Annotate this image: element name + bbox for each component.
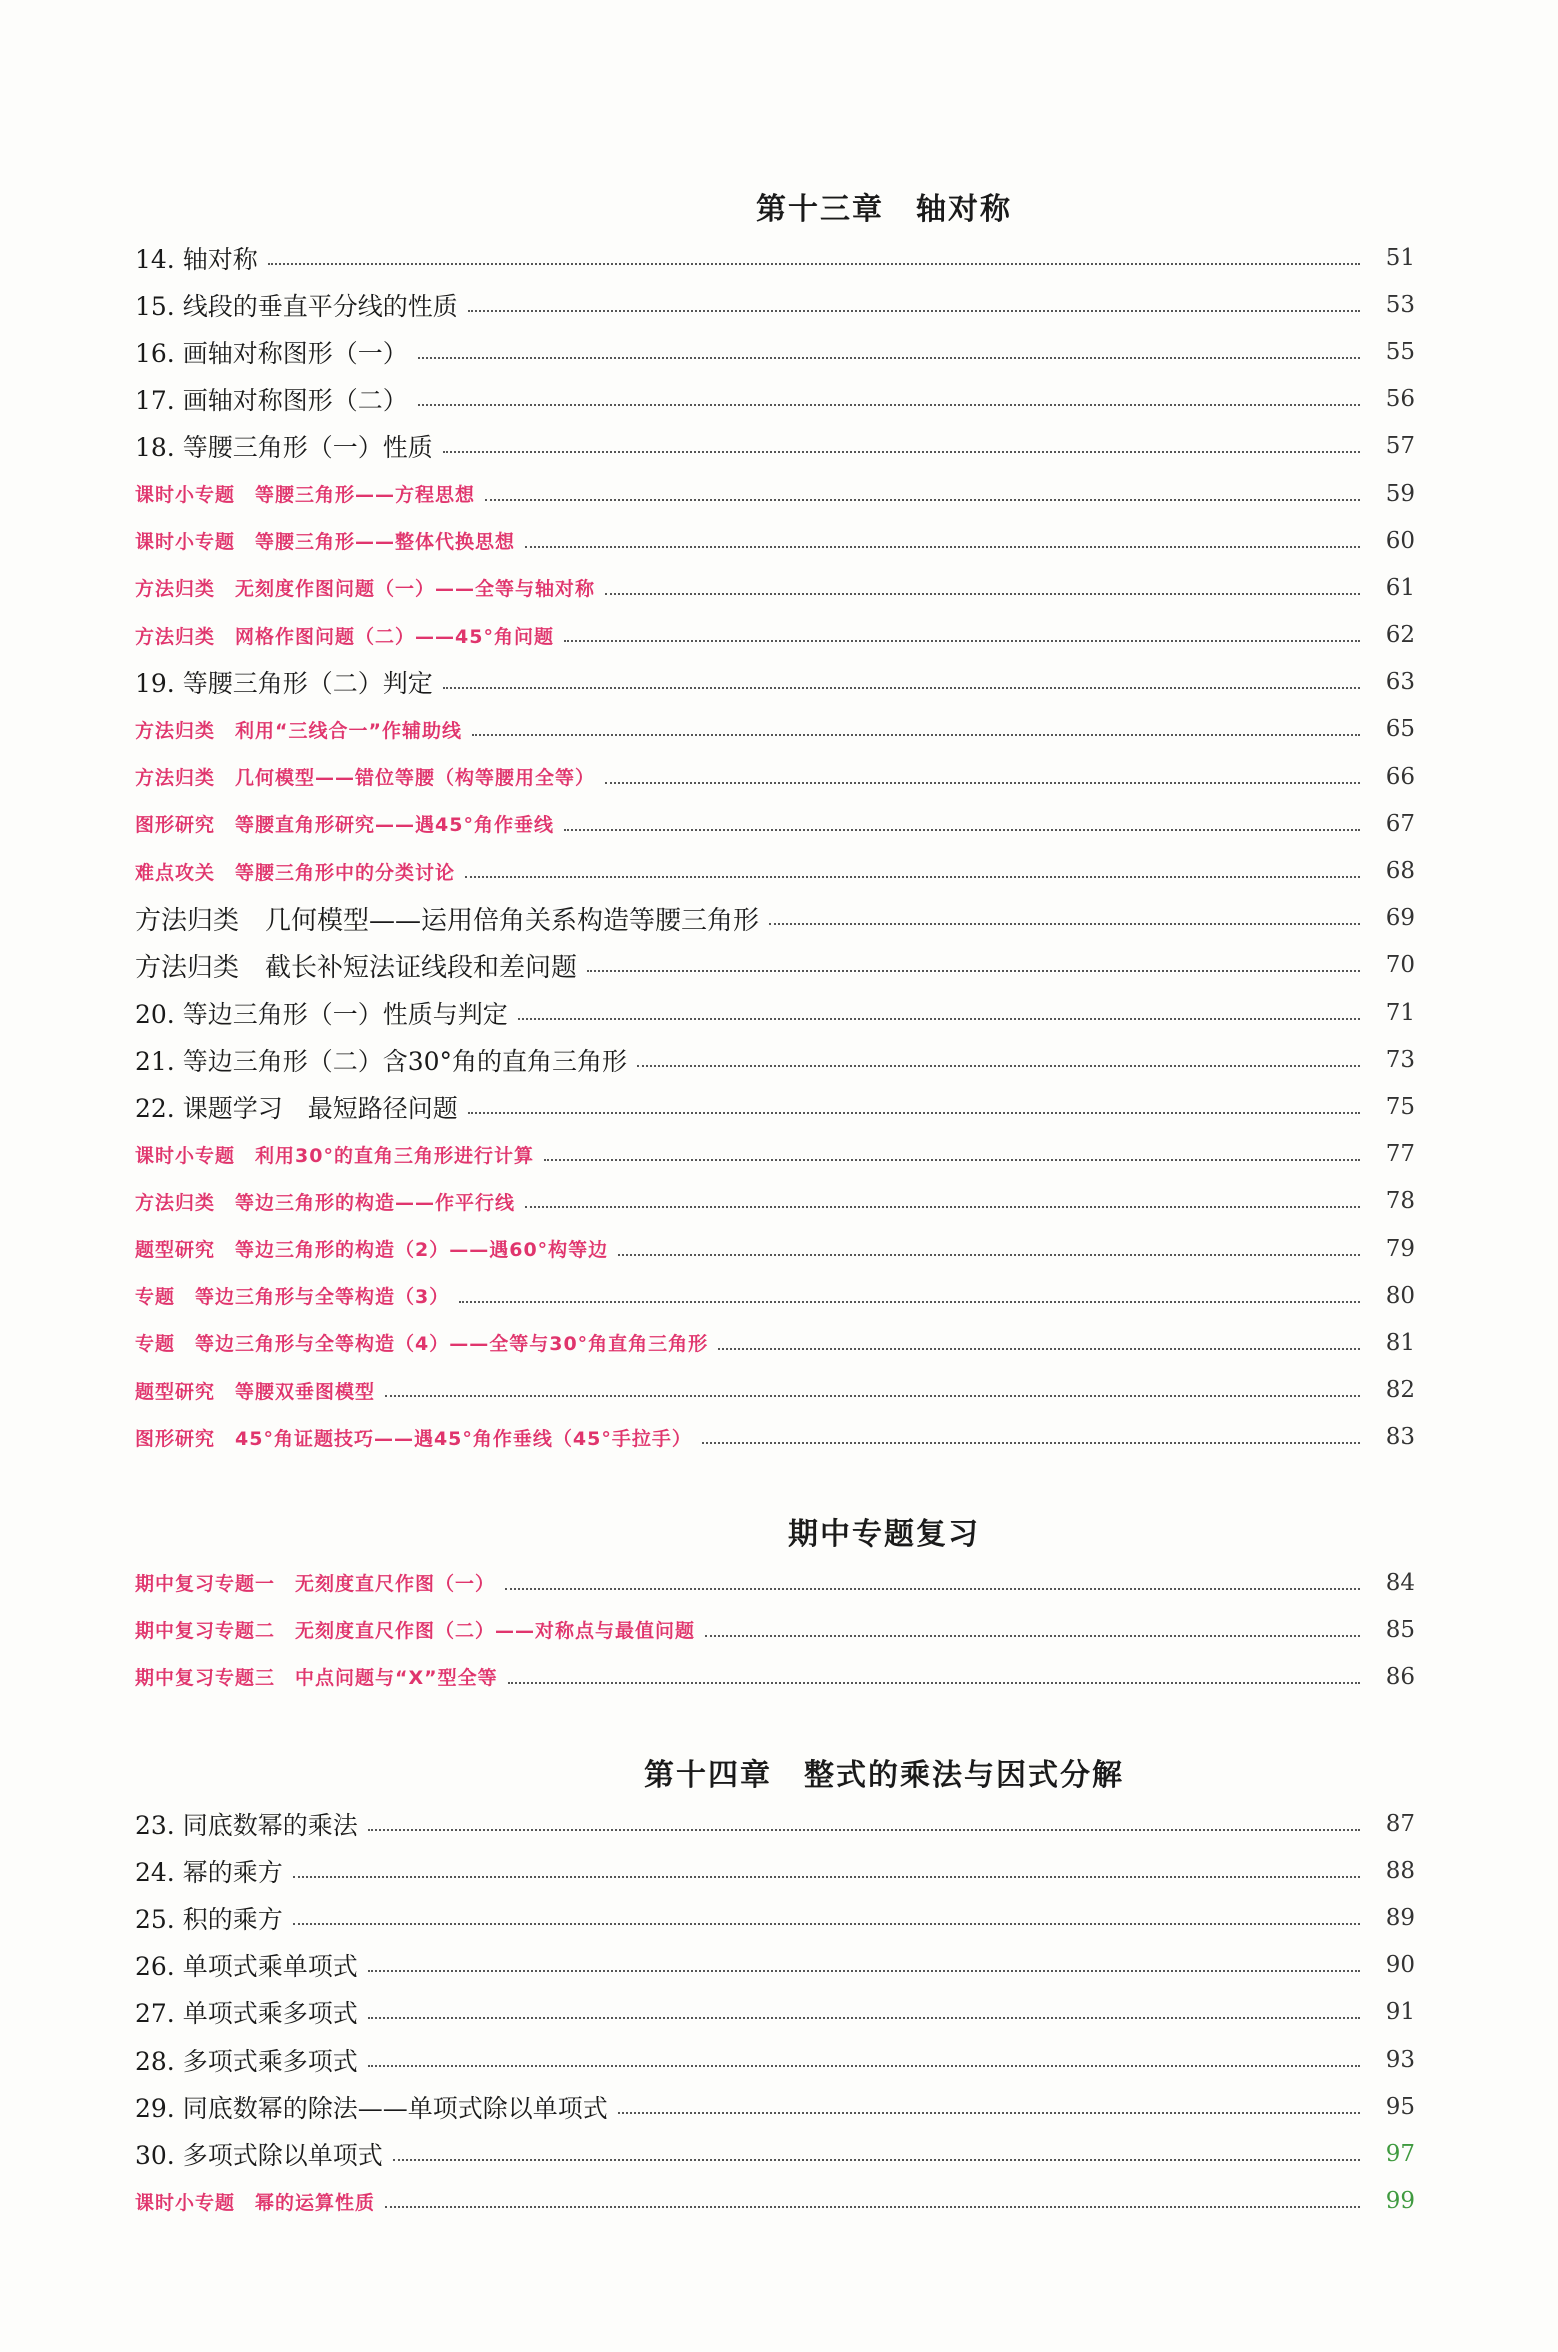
toc-entry-title: 图形研究 45°角证题技巧——遇45°角作垂线（45°手拉手）	[135, 1427, 692, 1450]
dot-leader	[368, 2065, 1360, 2067]
dot-leader	[564, 829, 1360, 831]
toc-entry-title: 15. 线段的垂直平分线的性质	[135, 291, 458, 321]
dot-leader	[459, 1301, 1360, 1303]
dot-leader	[465, 876, 1360, 878]
toc-entry-page-number: 62	[1385, 622, 1415, 649]
toc-entry-page-number: 75	[1385, 1093, 1415, 1120]
dot-leader	[505, 1588, 1360, 1590]
dot-leader	[618, 2112, 1360, 2114]
dot-leader	[443, 451, 1360, 453]
toc-entry-page-number: 82	[1385, 1377, 1415, 1404]
dot-leader	[368, 2017, 1360, 2019]
toc-entry-page-number: 88	[1385, 1857, 1415, 1884]
toc-entry-page-number: 70	[1385, 952, 1415, 979]
toc-entry-title: 21. 等边三角形（二）含30°角的直角三角形	[135, 1046, 628, 1076]
toc-entry-title: 课时小专题 幂的运算性质	[135, 2191, 376, 2214]
dot-leader	[637, 1065, 1360, 1067]
toc-entry[interactable]	[135, 1178, 1415, 1225]
dot-leader	[293, 1923, 1360, 1925]
toc-entry-page-number: 93	[1385, 2046, 1415, 2073]
toc-entry[interactable]	[135, 2130, 1415, 2177]
dot-leader	[468, 1112, 1360, 1114]
toc-entry[interactable]	[135, 1319, 1415, 1366]
toc-entry-title: 专题 等边三角形与全等构造（4）——全等与30°角直角三角形	[135, 1333, 709, 1356]
toc-entry[interactable]	[135, 517, 1415, 564]
toc-entry-page-number: 71	[1385, 999, 1415, 1026]
toc-entry-title: 期中复习专题一 无刻度直尺作图（一）	[135, 1573, 496, 1596]
toc-entry-title: 方法归类 网格作图问题（二）——45°角问题	[135, 625, 554, 648]
toc-entry-page-number: 65	[1385, 716, 1415, 743]
dot-leader	[508, 1682, 1360, 1684]
toc-entry[interactable]	[135, 234, 1415, 281]
toc-entry[interactable]	[135, 281, 1415, 328]
toc-entry-page-number: 69	[1385, 905, 1415, 932]
toc-entry[interactable]	[135, 659, 1415, 706]
toc-entry-page-number: 90	[1385, 1952, 1415, 1979]
toc-entry-title: 28. 多项式乘多项式	[135, 2046, 358, 2076]
toc-entry-title: 课时小专题 等腰三角形——方程思想	[135, 484, 476, 507]
toc-entry-page-number: 91	[1385, 1999, 1415, 2026]
toc-entry[interactable]	[135, 847, 1415, 894]
toc-entry-page-number: 79	[1385, 1235, 1415, 1262]
toc-entry[interactable]	[135, 2083, 1415, 2130]
toc-entry-page-number: 53	[1385, 291, 1415, 318]
toc-entry[interactable]	[135, 1225, 1415, 1272]
toc-entry-title: 24. 幂的乘方	[135, 1857, 283, 1887]
dot-leader	[418, 404, 1360, 406]
toc-entry-page-number: 57	[1385, 433, 1415, 460]
dot-leader	[544, 1159, 1360, 1161]
toc-entry-title: 方法归类 无刻度作图问题（一）——全等与轴对称	[135, 578, 596, 601]
dot-leader	[525, 1206, 1360, 1208]
toc-entry-page-number: 78	[1385, 1188, 1415, 1215]
dot-leader	[518, 1018, 1360, 1020]
toc-entry[interactable]	[135, 2036, 1415, 2083]
toc-entry-title: 期中复习专题二 无刻度直尺作图（二）——对称点与最值问题	[135, 1620, 696, 1643]
toc-entry-title: 期中复习专题三 中点问题与“X”型全等	[135, 1667, 498, 1690]
toc-entry-title: 方法归类 利用“三线合一”作辅助线	[135, 719, 462, 742]
dot-leader	[702, 1442, 1360, 1444]
toc-entry-title: 25. 积的乘方	[135, 1904, 283, 1934]
toc-entry-title: 方法归类 截长补短法证线段和差问题	[135, 952, 578, 983]
toc-entry-page-number: 77	[1385, 1141, 1415, 1168]
dot-leader	[443, 687, 1360, 689]
toc-entry-page-number: 97	[1385, 2140, 1415, 2167]
toc-entry-page-number: 99	[1385, 2188, 1415, 2215]
toc-entry[interactable]	[135, 1606, 1415, 1653]
dot-leader	[618, 1254, 1360, 1256]
toc-entry-title: 题型研究 等边三角形的构造（2）——遇60°构等边	[135, 1239, 609, 1262]
toc-entry-title: 方法归类 几何模型——错位等腰（构等腰用全等）	[135, 767, 596, 790]
toc-entry-page-number: 86	[1385, 1663, 1415, 1690]
dot-leader	[368, 1970, 1360, 1972]
dot-leader	[468, 310, 1360, 312]
dot-leader	[368, 1829, 1360, 1831]
toc-entry[interactable]	[135, 942, 1415, 989]
toc-entry[interactable]	[135, 328, 1415, 375]
toc-entry-page-number: 81	[1385, 1329, 1415, 1356]
toc-list	[0, 1559, 1558, 1701]
toc-entry-title: 图形研究 等腰直角形研究——遇45°角作垂线	[135, 814, 554, 837]
toc-entry[interactable]	[135, 612, 1415, 659]
toc-entry-title: 17. 画轴对称图形（二）	[135, 386, 408, 416]
toc-entry[interactable]	[135, 1559, 1415, 1606]
toc-entry-page-number: 73	[1385, 1046, 1415, 1073]
dot-leader	[705, 1635, 1360, 1637]
dot-leader	[605, 782, 1360, 784]
dot-leader	[525, 546, 1360, 548]
toc-entry[interactable]	[135, 1036, 1415, 1083]
toc-entry[interactable]	[135, 1894, 1415, 1941]
toc-entry[interactable]	[135, 1367, 1415, 1414]
toc-entry[interactable]	[135, 376, 1415, 423]
toc-entry[interactable]	[135, 564, 1415, 611]
toc-entry-page-number: 59	[1385, 480, 1415, 507]
toc-entry-page-number: 63	[1385, 669, 1415, 696]
toc-entry-title: 方法归类 等边三角形的构造——作平行线	[135, 1191, 516, 1214]
dot-leader	[605, 593, 1360, 595]
section-title: 期中专题复习	[788, 1517, 980, 1552]
toc-entry-title: 27. 单项式乘多项式	[135, 1999, 358, 2029]
toc-entry[interactable]	[135, 1942, 1415, 1989]
toc-entry-title: 18. 等腰三角形（一）性质	[135, 433, 433, 463]
toc-entry-title: 29. 同底数幂的除法——单项式除以单项式	[135, 2093, 608, 2123]
dot-leader	[564, 640, 1360, 642]
toc-entry-title: 22. 课题学习 最短路径问题	[135, 1093, 458, 1123]
dot-leader	[268, 263, 1360, 265]
toc-entry-page-number: 83	[1385, 1424, 1415, 1451]
toc-entry-page-number: 87	[1385, 1810, 1415, 1837]
toc-entry[interactable]	[135, 1989, 1415, 2036]
chapter-13-section	[0, 186, 1558, 1461]
toc-entry-page-number: 67	[1385, 810, 1415, 837]
toc-entry[interactable]	[135, 753, 1415, 800]
toc-entry-title: 19. 等腰三角形（二）判定	[135, 669, 433, 699]
dot-leader	[587, 970, 1360, 972]
toc-entry-page-number: 55	[1385, 338, 1415, 365]
toc-entry-page-number: 95	[1385, 2093, 1415, 2120]
toc-entry-page-number: 66	[1385, 763, 1415, 790]
dot-leader	[418, 357, 1360, 359]
toc-entry-title: 方法归类 几何模型——运用倍角关系构造等腰三角形	[135, 905, 760, 936]
toc-entry-page-number: 61	[1385, 574, 1415, 601]
dot-leader	[385, 2206, 1360, 2208]
dot-leader	[485, 499, 1360, 501]
dot-leader	[385, 1395, 1360, 1397]
toc-entry-page-number: 60	[1385, 527, 1415, 554]
toc-entry-title: 课时小专题 等腰三角形——整体代换思想	[135, 531, 516, 554]
chapter-title: 第十三章 轴对称	[756, 192, 1012, 227]
toc-entry[interactable]	[135, 800, 1415, 847]
toc-entry[interactable]	[135, 1800, 1415, 1847]
toc-entry-title: 课时小专题 利用30°的直角三角形进行计算	[135, 1144, 534, 1167]
toc-entry-page-number: 85	[1385, 1616, 1415, 1643]
toc-entry[interactable]	[135, 1272, 1415, 1319]
toc-entry[interactable]	[135, 1083, 1415, 1130]
chapter-14-section	[0, 1752, 1558, 2225]
toc-entry-title: 20. 等边三角形（一）性质与判定	[135, 999, 508, 1029]
chapter-title: 第十四章 整式的乘法与因式分解	[644, 1758, 1124, 1793]
toc-entry-title: 23. 同底数幂的乘法	[135, 1810, 358, 1840]
toc-entry[interactable]	[135, 1131, 1415, 1178]
toc-entry-page-number: 80	[1385, 1282, 1415, 1309]
toc-entry-page-number: 89	[1385, 1904, 1415, 1931]
toc-entry-page-number: 56	[1385, 386, 1415, 413]
toc-entry-title: 30. 多项式除以单项式	[135, 2140, 383, 2170]
toc-entry[interactable]	[135, 989, 1415, 1036]
dot-leader	[393, 2159, 1360, 2161]
dot-leader	[718, 1348, 1360, 1350]
toc-entry-page-number: 84	[1385, 1569, 1415, 1596]
toc-entry[interactable]	[135, 1653, 1415, 1700]
toc-entry-title: 专题 等边三角形与全等构造（3）	[135, 1286, 450, 1309]
dot-leader	[293, 1876, 1360, 1878]
toc-entry-title: 26. 单项式乘单项式	[135, 1952, 358, 1982]
toc-entry[interactable]	[135, 1847, 1415, 1894]
toc-entry-title: 14. 轴对称	[135, 244, 258, 274]
toc-entry[interactable]	[135, 1414, 1415, 1461]
toc-entry[interactable]	[135, 470, 1415, 517]
midterm-section	[0, 1511, 1558, 1701]
toc-entry-title: 16. 画轴对称图形（一）	[135, 338, 408, 368]
toc-list	[0, 234, 1558, 1461]
dot-leader	[472, 734, 1360, 736]
toc-entry-page-number: 51	[1385, 244, 1415, 271]
toc-entry[interactable]	[135, 2178, 1415, 2225]
toc-entry[interactable]	[135, 706, 1415, 753]
toc-entry[interactable]	[135, 895, 1415, 942]
toc-entry[interactable]	[135, 423, 1415, 470]
toc-entry-title: 难点攻关 等腰三角形中的分类讨论	[135, 861, 456, 884]
dot-leader	[769, 923, 1360, 925]
toc-list	[0, 1800, 1558, 2225]
toc-entry-title: 题型研究 等腰双垂图模型	[135, 1380, 376, 1403]
toc-entry-page-number: 68	[1385, 858, 1415, 885]
